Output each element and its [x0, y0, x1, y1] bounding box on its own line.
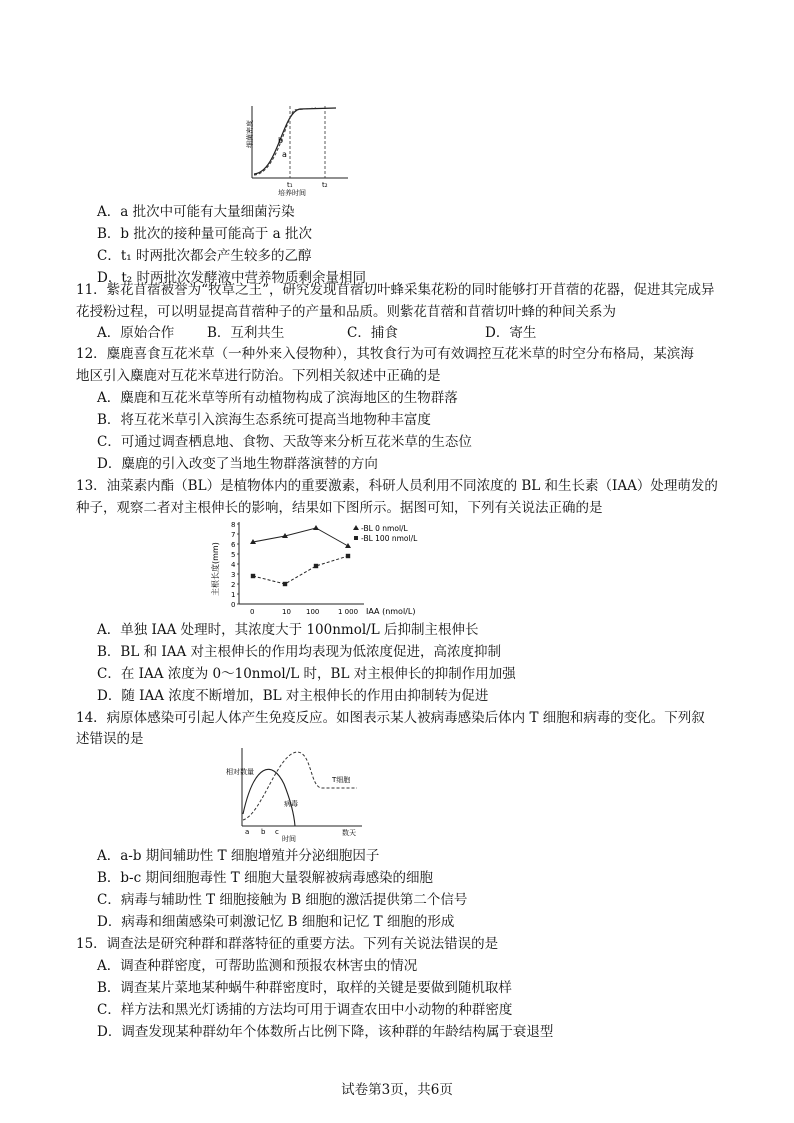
q15-option-b: B．调查某片菜地某种蜗牛种群密度时，取样的关键是要做到随机取样 — [97, 980, 512, 996]
fig14-y-axis-label: 相对数量 — [226, 768, 254, 776]
q14-option-d: D．病毒和细菌感染可刺激记忆 B 细胞和记忆 T 细胞的形成 — [97, 914, 455, 930]
q10-option-a: A．a 批次中可能有大量细菌污染 — [97, 204, 295, 220]
x-unit-label: 数天 — [342, 829, 356, 837]
chart-x-tick-label: 1 000 — [338, 608, 359, 616]
chart-y-tick-label: 6 — [231, 541, 236, 549]
q11-option-a: A．原始合作 — [97, 325, 175, 341]
q15-stem-line1: 15．调查法是研究种群和群落特征的重要方法。下列有关说法错误的是 — [76, 936, 499, 952]
chart-y-tick-label: 1 — [231, 591, 236, 599]
tick-a: a — [245, 828, 250, 836]
q15-option-c: C．样方法和黑光灯诱捕的方法均可用于调查农田中小动物的种群密度 — [97, 1002, 513, 1018]
chart-y-tick-label: 5 — [231, 551, 236, 559]
chart-x-tick-label: 10 — [282, 608, 291, 616]
t1-label: t₁ — [287, 181, 293, 189]
data-point-bl100 — [251, 574, 255, 578]
q11-stem-line1: 11．紫花苜蓿被誉为“牧草之王”，研究发现苜蓿切叶蜂采集花粉的同时能够打开苜蓿的花器，促进其完成异 — [76, 282, 715, 298]
curve-b-label: b — [278, 136, 284, 145]
fig14-x-axis-label: 时间 — [282, 835, 296, 842]
data-point-bl100 — [346, 554, 350, 558]
q13-option-b: B．BL 和 IAA 对主根伸长的作用均表现为低浓度促进，高浓度抑制 — [97, 644, 502, 660]
q10-option-c: C．t₁ 时两批次都会产生较多的乙醇 — [97, 248, 312, 264]
data-point-bl100 — [314, 564, 318, 568]
curve-a-label: a — [282, 150, 287, 159]
series-line-0 — [253, 528, 348, 546]
legend-label: -BL 100 nmol/L — [361, 534, 418, 543]
q12-option-a: A．麋鹿和互花米草等所有动植物构成了滨海地区的生物群落 — [97, 390, 458, 406]
q13-option-c: C．在 IAA 浓度为 0～10nmol/L 时，BL 对主根伸长的抑制作用加强 — [97, 666, 516, 682]
x-axis-label: 培养时间 — [278, 189, 306, 197]
chart-y-tick-label: 8 — [231, 521, 236, 529]
legend-label: -BL 0 nmol/L — [361, 524, 408, 533]
bl-iaa-root-chart — [206, 518, 446, 620]
q15-option-d: D．调查发现某种群幼年个体数所占比例下降，该种群的年龄结构属于衰退型 — [97, 1024, 554, 1040]
legend-marker-bl100 — [354, 536, 358, 540]
chart-y-tick-label: 3 — [231, 571, 236, 579]
chart-y-axis-label: 主根长度(mm) — [211, 542, 220, 596]
chart-y-tick-label: 0 — [231, 601, 236, 609]
chart-y-tick-label: 7 — [231, 531, 236, 539]
q10-option-d: D．t₂ 时两批次发酵液中营养物质剩余量相同 — [97, 270, 366, 286]
chart-x-tick-label: 100 — [306, 608, 320, 616]
y-axis-label: 细菌密度 — [246, 120, 254, 148]
page-footer: 试卷第3页，共6页 — [341, 1082, 453, 1098]
bacteria-growth-figure — [238, 100, 358, 198]
q13-option-d: D．随 IAA 浓度不断增加，BL 对主根伸长的作用由抑制转为促进 — [97, 688, 489, 704]
data-point-bl0 — [313, 525, 319, 530]
q12-stem-line1: 12．麋鹿喜食互花米草（一种外来入侵物种），其牧食行为可有效调控互花米草的时空分布格局，某滨海 — [76, 346, 694, 362]
q11-option-d: D．寄生 — [485, 325, 537, 341]
virus-curve-label: 病毒 — [284, 800, 298, 808]
chart-y-tick-label: 2 — [231, 581, 236, 589]
chart-x-tick-label: 0 — [250, 608, 255, 616]
q11-option-c: C．捕食 — [347, 325, 398, 341]
q13-option-a: A．单独 IAA 处理时，其浓度大于 100nmol/L 后抑制主根伸长 — [97, 622, 479, 638]
tcell-virus-figure — [222, 744, 372, 842]
q10-option-b: B．b 批次的接种量可能高于 a 批次 — [97, 226, 312, 242]
series-line-1 — [253, 556, 348, 584]
q14-stem-line1: 14．病原体感染可引起人体产生免疫反应。如图表示某人被病毒感染后体内 T 细胞和病毒的变化。下列叙 — [76, 710, 705, 726]
q13-stem-line1: 13．油菜素内酯（BL）是植物体内的重要激素，科研人员利用不同浓度的 BL 和生长素（IAA）处理萌发的 — [76, 478, 718, 494]
chart-x-axis-label: IAA (nmol/L) — [366, 607, 416, 616]
q11-options — [97, 323, 536, 343]
q13-stem-line2: 种子，观察二者对主根伸长的影响，结果如下图所示。据图可知，下列有关说法正确的是 — [76, 500, 603, 516]
legend-marker-bl0 — [353, 525, 359, 530]
tick-c: c — [275, 828, 279, 836]
q11-stem-line2: 花授粉过程，可以明显提高苜蓿种子的产量和品质。则紫花苜蓿和苜蓿切叶蜂的种间关系为 — [76, 304, 616, 320]
q14-option-c: C．病毒与辅助性 T 细胞接触为 B 细胞的激活提供第二个信号 — [97, 892, 468, 908]
q14-stem-line2: 述错误的是 — [76, 731, 144, 747]
q11-option-b: B．互利共生 — [207, 325, 285, 341]
data-point-bl0 — [345, 543, 351, 548]
q14-option-a: A．a-b 期间辅助性 T 细胞增殖并分泌细胞因子 — [97, 848, 380, 864]
tick-b: b — [261, 828, 266, 836]
data-point-bl100 — [283, 582, 287, 586]
q12-stem-line2: 地区引入麋鹿对互花米草进行防治。下列相关叙述中正确的是 — [76, 368, 441, 384]
t2-label: t₂ — [322, 181, 328, 189]
q12-option-d: D．麋鹿的引入改变了当地生物群落演替的方向 — [97, 456, 378, 472]
q12-option-c: C．可通过调查栖息地、食物、天敌等来分析互花米草的生态位 — [97, 434, 472, 450]
q14-option-b: B．b-c 期间细胞毒性 T 细胞大量裂解被病毒感染的细胞 — [97, 870, 434, 886]
q12-option-b: B．将互花米草引入滨海生态系统可提高当地物种丰富度 — [97, 412, 431, 428]
chart-y-tick-label: 4 — [231, 561, 236, 569]
tcell-curve-label: T细胞 — [332, 776, 351, 784]
q15-option-a: A．调查种群密度，可帮助监测和预报农林害虫的情况 — [97, 958, 418, 974]
